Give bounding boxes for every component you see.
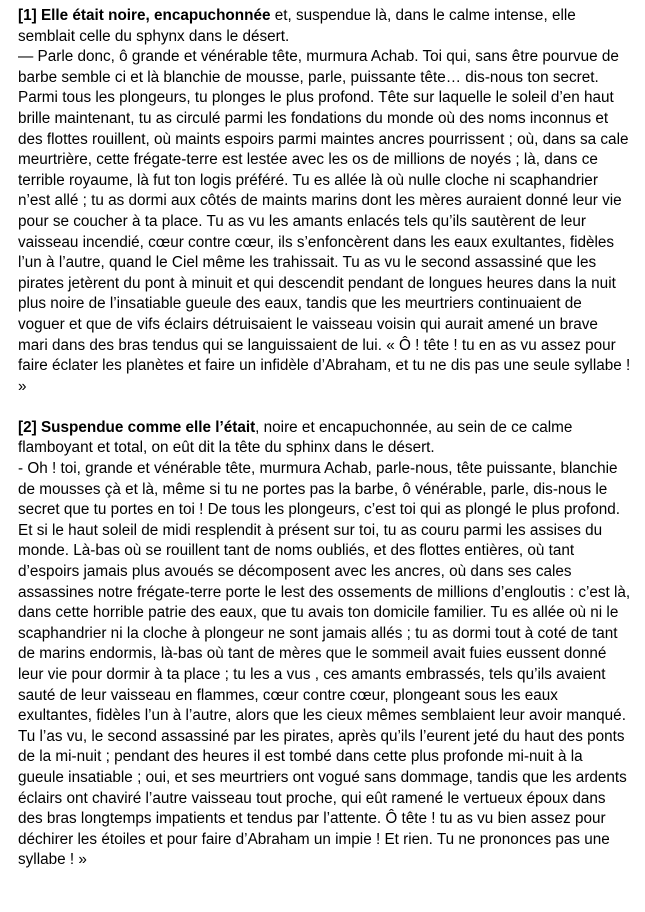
- passage-2-intro-paragraph: [18, 418, 631, 459]
- passage-2: [18, 418, 631, 871]
- passage-2-intro: , noire et encapuchonnée, au sein de ce calme flamboyant et total, on eût dit la tête du sphinx dans le désert.: [18, 418, 573, 457]
- passage-1-lead: [1] Elle était noire, encapuchonnée: [18, 7, 271, 24]
- passage-1-intro-paragraph: [18, 6, 631, 47]
- passage-1-intro: et, suspendue là, dans le calme intense, elle semblait celle du sphynx dans le désert.: [18, 7, 576, 45]
- passage-2-body: - Oh ! toi, grande et vénérable tête, murmura Achab, parle-nous, tête puissante, blanchie de mousses çà et là, même si tu ne portes pas la barbe, ô vénérable, parle, dis-nous le secret que tu portes en toi ! De tous les plongeurs, c’est toi qui as plongé le plus profond. Et si le haut soleil de midi resplendit à présent sur toi, tu as couru parmi les assises du monde. Là-bas où se rouillent tant de noms oubliés, et des flottes entières, où tant d’espoirs jamais plus avoués se décomposent avec les ancres, où dans ses cales assassines notre frégate-terre porte le lest des ossements de millions d’engloutis : c’est là, dans cette horrible patrie des eaux, que tu avais ton domicile familier. Tu es allée où ni le scaphandrier ni la cloche à plongeur ne sont jamais allés ; tu as dormi tout à coté de tant de marins endormis, là-bas où tant de mères que le sommeil avait fuies eussent donné leur vie pour dormir à ta place ; tu les a vus , ces amants embrassés, tels qu’ils avaient sauté de leur vaisseau en flammes, cœur contre cœur, plongeant sous les eaux exultantes, fidèles l’un à l’autre, alors que les cieux mêmes semblaient leur avoir manqué. Tu l’as vu, le second assassiné par les pirates, après qu’ils l’eurent jeté du haut des ponts de la mi-nuit ; pendant des heures il est tombé dans cette plus profonde mi-nuit à la gueule insatiable ; oui, et ses meurtriers ont vogué sans dommage, tandis que les ardents éclairs ont chaviré l’autre vaisseau tout proche, qui eût ramené le vertueux époux dans des bras longtemps impatients et tendus par l’attente. Ô tête ! tu as vu bien assez pour déchirer les étoiles et pour faire d’Abraham un impie ! Et rien. Tu ne prononces pas une syllabe ! »: [18, 460, 631, 869]
- passage-2-lead: [2] Suspendue comme elle l’était: [18, 418, 256, 436]
- passage-1-body: — Parle donc, ô grande et vénérable tête, murmura Achab. Toi qui, sans être pourvue de barbe semble ci et là blanchie de mousse, parle, puissante tête… dis-nous ton secret. Parmi tous les plongeurs, tu plonges le plus profond. Tête sur laquelle le soleil d’en haut brille maintenant, tu as circulé parmi les fondations du monde où des noms inconnus et des flottes rouillent, où maints espoirs parmi maintes ancres pourrissent ; où, dans sa cale meurtrière, cette frégate-terre est lestée avec les os de millions de noyés ; là, dans ce terrible royaume, là fut ton logis préféré. Tu es allée là où nulle cloche ni scaphandrier n’est allé ; tu as dormi aux côtés de maints marins dont les mères auraient donné leur vie pour se coucher à ta place. Tu as vu les amants enlacés tels qu’ils sautèrent de leur vaisseau incendié, cœur contre cœur, ils s’enfoncèrent dans les eaux exultantes, fidèles l’un à l’autre, quand le Ciel même les trahissait. Tu as vu le second assassiné que les pirates jetèrent du pont à minuit et qui descendit pendant de longues heures dans la nuit plus noire de l’insatiable gueule des eaux, tandis que les meurtriers continuaient de voguer et que de vifs éclairs détruisaient le vaisseau voisin qui aurait amené un brave mari dans des bras tendus qui se languissaient de lui. « Ô ! tête ! tu en as vu assez pour faire éclater les planètes et faire un infidèle d’Abraham, et tu ne dis pas une seule syllabe ! »: [18, 48, 631, 395]
- passage-1: [18, 6, 631, 397]
